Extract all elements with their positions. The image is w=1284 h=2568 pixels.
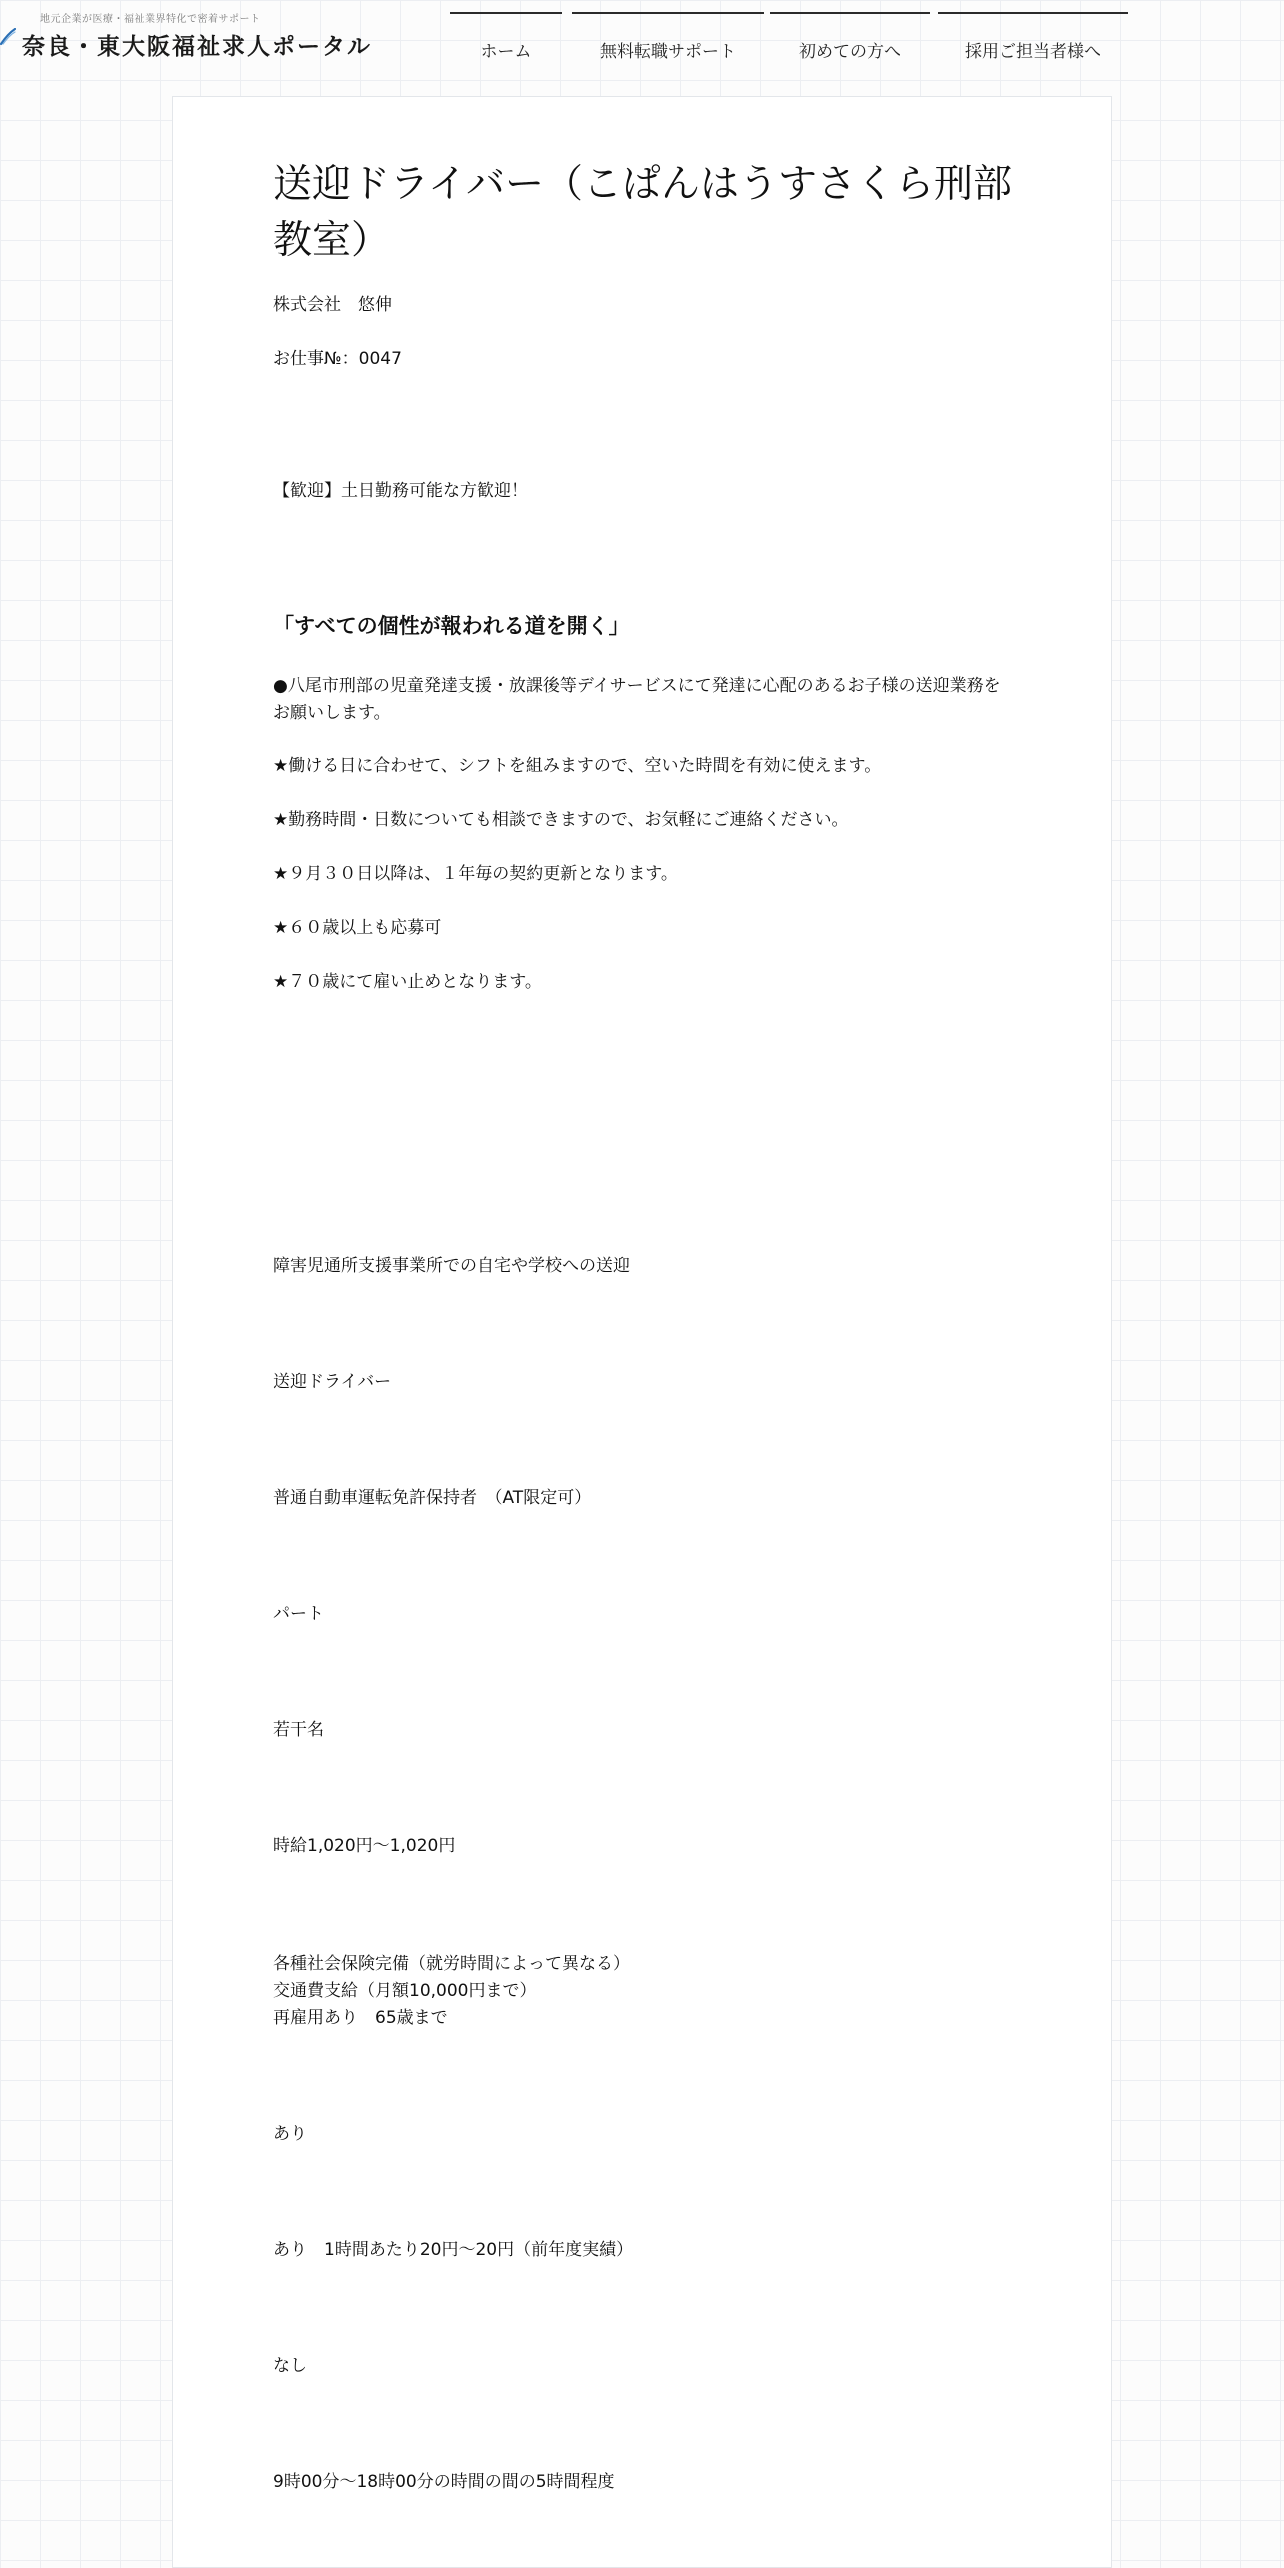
nav-item-free-support[interactable]: 無料転職サポート [572,12,764,62]
license-value: 普通自動車運転免許保持者 （AT限定可） [273,1488,592,1508]
site-tagline: 地元企業が医療・福祉業界特化で密着サポート [40,14,261,25]
catchphrase: 「すべての個性が報われる道を開く」 [273,614,630,638]
nav-item-first-time[interactable]: 初めての方へ [770,12,930,62]
description-line: ★９月３０日以降は、１年毎の契約更新となります。 [273,864,678,884]
nav-item-employers[interactable]: 採用ご担当者様へ [938,12,1128,62]
nav-item-home[interactable]: ホーム [450,12,562,62]
benefit-item: 各種社会保険完備（就労時間によって異なる） [273,1954,630,1974]
description-line: ★６０歳以上も応募可 [273,918,442,938]
description-line: ●八尾市刑部の児童発達支援・放課後等デイサービスにて発達に心配のあるお子様の送迎業務をお願いします。 [273,676,1001,723]
openings-value: 若干名 [273,1720,324,1740]
job-detail-card [172,96,1112,2568]
employment-type-value: パート [273,1604,324,1624]
probation-value: あり [273,2124,307,2144]
benefit-item: 交通費支給（月額10,000円まで） [273,1981,537,2001]
benefits-value [273,1951,1013,2032]
logo-swoosh-icon [0,28,16,46]
job-number: お仕事№：0047 [273,349,402,369]
description-line: ★７０歳にて雇い止めとなります。 [273,972,542,992]
wage-value: 時給1,020円〜1,020円 [273,1836,456,1856]
site-logo[interactable] [0,8,372,64]
site-title: 奈良・東大阪福祉求人ポータル [22,34,372,60]
bonus-value: なし [273,2356,307,2376]
company-name: 株式会社 悠伸 [273,295,392,315]
job-title: 送迎ドライバー（こぱんはうすさくら刑部教室） [273,162,1013,263]
work-content-value: 障害児通所支援事業所での自宅や学校への送迎 [273,1256,630,1276]
welcome-note: 【歓迎】土日勤務可能な方歓迎！ [273,481,528,501]
raise-value: あり 1時間あたり20円〜20円（前年度実績） [273,2240,634,2260]
working-hours-value: 9時00分〜18時00分の時間の間の5時間程度 [273,2472,615,2492]
benefit-item: 再雇用あり 65歳まで [273,2008,448,2028]
site-header [0,0,1284,84]
role-value: 送迎ドライバー [273,1372,392,1392]
description-line: ★勤務時間・日数についても相談できますので、お気軽にご連絡ください。 [273,810,849,830]
description-line: ★働ける日に合わせて、シフトを組みますので、空いた時間を有効に使えます。 [273,756,882,776]
